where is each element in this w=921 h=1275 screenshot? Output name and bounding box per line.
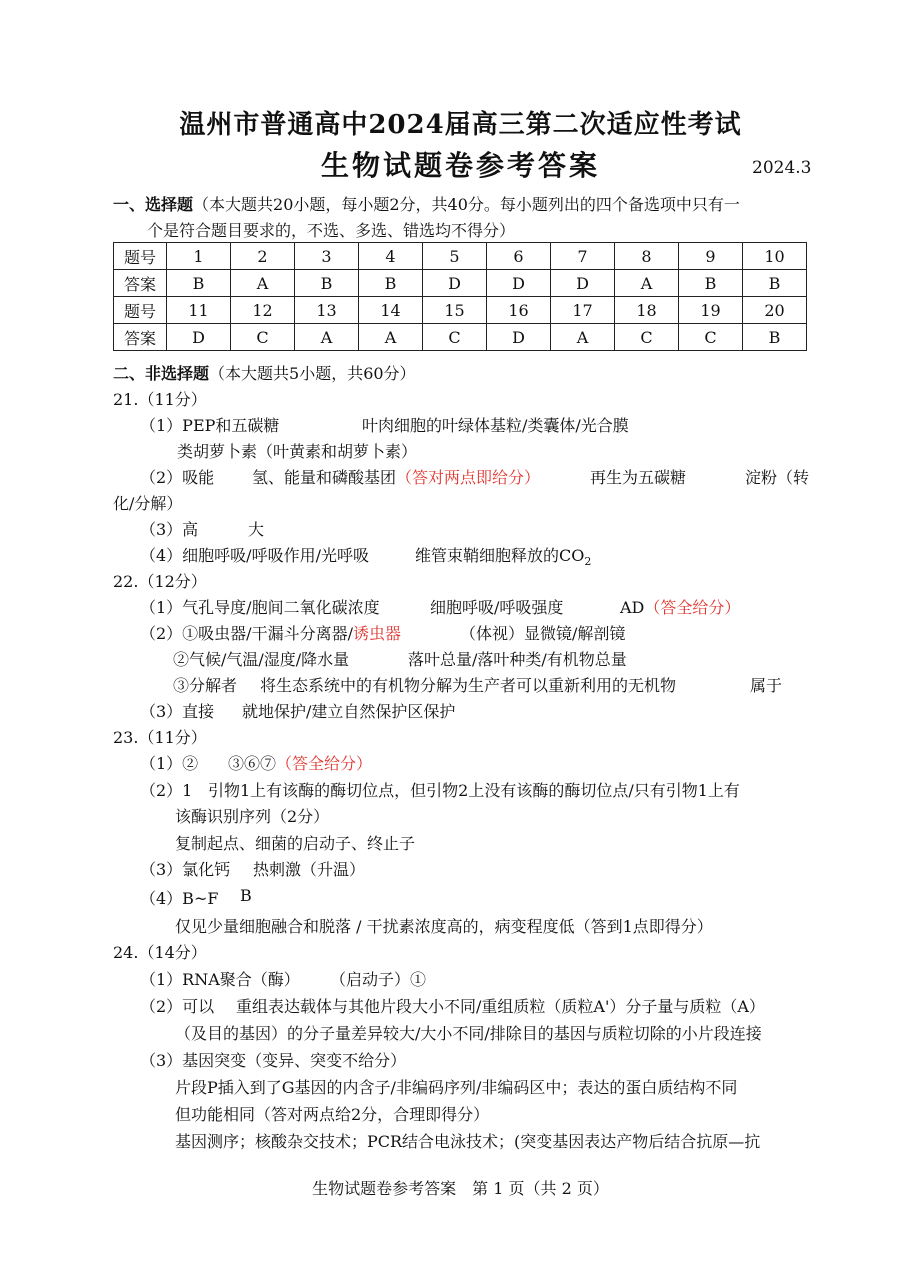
q23-1b-line: [228, 751, 372, 774]
table-cell: A: [295, 324, 359, 351]
table-cell: C: [679, 324, 743, 351]
q21-2d: 淀粉（转: [745, 468, 810, 487]
table-cell: B: [295, 270, 359, 297]
table-row-label: 题号: [114, 297, 167, 324]
q22-1c-note: （答全给分）: [644, 598, 741, 617]
q24-1a: （1）RNA聚合（酶）: [140, 970, 300, 989]
table-cell: 17: [551, 297, 615, 324]
q23-1a: （1）②: [140, 754, 199, 773]
section1-heading: 一、选择题: [113, 195, 194, 214]
q23-3b: 热刺激（升温）: [253, 860, 366, 879]
q24-1b: （启动子）①: [330, 970, 427, 989]
table-row: [114, 243, 807, 270]
table-row-label: 答案: [114, 270, 167, 297]
table-cell: 11: [167, 297, 231, 324]
table-row: [114, 270, 807, 297]
page-footer: 生物试题卷参考答案 第 1 页（共 2 页）: [312, 1179, 609, 1198]
table-cell: 6: [487, 243, 551, 270]
q23-4c: 仅见少量细胞融合和脱落 / 干扰素浓度高的，病变程度低（答到1点即得分）: [175, 917, 713, 936]
q21-2e: 化/分解）: [113, 494, 183, 513]
table-cell: B: [679, 270, 743, 297]
table-cell: 1: [167, 243, 231, 270]
table-cell: 8: [615, 243, 679, 270]
table-cell: C: [231, 324, 295, 351]
q24-3c: 但功能相同（答对两点给2分，合理即得分）: [175, 1105, 490, 1124]
table-cell: D: [487, 270, 551, 297]
q21-4a: （4）细胞呼吸/呼吸作用/光呼吸: [140, 546, 369, 565]
q22-2d: 落叶总量/落叶种类/有机物总量: [408, 650, 627, 669]
q24-2b: 重组表达载体与其他片段大小不同/重组质粒（质粒A'）分子量与质粒（A）: [236, 997, 765, 1016]
table-cell: 9: [679, 243, 743, 270]
q23-3a: （3）氯化钙: [140, 860, 231, 879]
table-cell: B: [167, 270, 231, 297]
q22-1c: AD: [620, 598, 645, 617]
q21-2b-note: （答对两点即给分）: [396, 468, 541, 487]
q24-3b: 片段P插入到了G基因的内含子/非编码序列/非编码区中；表达的蛋白质结构不同: [175, 1078, 738, 1097]
q23-4a: （4）B~F: [140, 889, 219, 908]
q22-2c: ②气候/气温/湿度/降水量: [173, 650, 350, 669]
q24-3a: （3）基因突变（变异、突变不给分）: [140, 1051, 407, 1070]
doc-date: 2024.3: [752, 158, 812, 178]
table-cell: 10: [743, 243, 807, 270]
table-row-label: 答案: [114, 324, 167, 351]
table-row: [114, 324, 807, 351]
section1-desc: （本大题共20小题，每小题2分，共40分。每小题列出的四个备选项中只有一: [193, 195, 740, 214]
section1-line1: [113, 192, 740, 215]
table-cell: D: [423, 270, 487, 297]
q21-4b-sub: 2: [584, 555, 592, 569]
q21-3b: 大: [248, 520, 265, 539]
q23-1b-note: （答全给分）: [276, 754, 373, 773]
table-cell: B: [359, 270, 423, 297]
q23-2b: 引物1上有该酶的酶切位点，但引物2上没有该酶的酶切位点/只有引物1上有: [208, 781, 740, 800]
table-cell: D: [167, 324, 231, 351]
table-cell: A: [615, 270, 679, 297]
q23-2d: 复制起点、细菌的启动子、终止子: [175, 834, 416, 853]
q21-1c: 类胡萝卜素（叶黄素和胡萝卜素）: [177, 442, 418, 461]
doc-title: 生物试题卷参考答案: [320, 149, 600, 182]
table-row: [114, 297, 807, 324]
q21-4b-line: [415, 543, 591, 568]
q23-header: 23.（11分）: [113, 728, 207, 747]
q21-4b: 维管束鞘细胞释放的CO: [415, 546, 585, 565]
section1-desc2: 个是符合题目要求的，不选、多选、错选均不得分）: [147, 221, 516, 240]
q21-1b: 叶肉细胞的叶绿体基粒/类囊体/光合膜: [362, 416, 629, 435]
table-cell: 20: [743, 297, 807, 324]
q22-2a-red: 诱虫器: [352, 624, 401, 643]
q21-1a: （1）PEP和五碳糖: [140, 416, 280, 435]
q22-2a-line: [140, 621, 401, 644]
answer-table: [113, 242, 807, 351]
q24-2a: （2）可以: [140, 997, 215, 1016]
q21-2c: 再生为五碳糖: [590, 468, 687, 487]
q22-1b: 细胞呼吸/呼吸强度: [430, 598, 564, 617]
table-cell: C: [423, 324, 487, 351]
q22-header: 22.（12分）: [113, 572, 207, 591]
q21-2a: （2）吸能: [140, 468, 215, 487]
table-cell: A: [359, 324, 423, 351]
table-cell: 2: [231, 243, 295, 270]
q22-3a: （3）直接: [140, 702, 215, 721]
table-cell: 13: [295, 297, 359, 324]
table-cell: 4: [359, 243, 423, 270]
q23-2c: 该酶识别序列（2分）: [175, 807, 330, 826]
section2-line: [113, 361, 416, 384]
q23-1b: ③⑥⑦: [228, 754, 277, 773]
q24-header: 24.（14分）: [113, 943, 207, 962]
section2-heading: 二、非选择题: [113, 364, 210, 383]
table-cell: A: [231, 270, 295, 297]
q22-2b: （体视）显微镜/解剖镜: [460, 624, 626, 643]
table-cell: 3: [295, 243, 359, 270]
table-cell: 19: [679, 297, 743, 324]
table-cell: 18: [615, 297, 679, 324]
table-cell: 5: [423, 243, 487, 270]
table-row-label: 题号: [114, 243, 167, 270]
q23-2a: （2）1: [140, 781, 193, 800]
table-cell: 15: [423, 297, 487, 324]
table-cell: 16: [487, 297, 551, 324]
q22-2f: 将生态系统中的有机物分解为生产者可以重新利用的无机物: [260, 676, 677, 695]
table-cell: D: [487, 324, 551, 351]
table-cell: B: [743, 324, 807, 351]
q21-2b: 氢、能量和磷酸基团: [252, 468, 397, 487]
exam-title: 温州市普通高中2024届高三第二次适应性考试: [179, 110, 742, 140]
q21-header: 21.（11分）: [113, 390, 207, 409]
q23-4b: B: [240, 886, 252, 905]
table-cell: 7: [551, 243, 615, 270]
q21-2b-line: [252, 465, 540, 488]
q22-2a: （2）①吸虫器/干漏斗分离器/: [140, 624, 353, 643]
q22-2e: ③分解者: [173, 676, 238, 695]
table-cell: C: [615, 324, 679, 351]
q24-2c: （及目的基因）的分子量差异较大/大小不同/排除目的基因与质粒切除的小片段连接: [175, 1024, 762, 1043]
q22-1c-line: [620, 595, 740, 618]
q22-2g: 属于: [750, 676, 783, 695]
table-cell: 14: [359, 297, 423, 324]
table-cell: D: [551, 270, 615, 297]
q22-3b: 就地保护/建立自然保护区保护: [242, 702, 456, 721]
table-cell: B: [743, 270, 807, 297]
q21-3a: （3）高: [140, 520, 199, 539]
table-cell: A: [551, 324, 615, 351]
q24-3d: 基因测序；核酸杂交技术；PCR结合电泳技术；(突变基因表达产物后结合抗原—抗: [175, 1132, 761, 1151]
table-cell: 12: [231, 297, 295, 324]
section2-desc: （本大题共5小题，共60分）: [209, 364, 416, 383]
q22-1a: （1）气孔导度/胞间二氧化碳浓度: [140, 598, 380, 617]
